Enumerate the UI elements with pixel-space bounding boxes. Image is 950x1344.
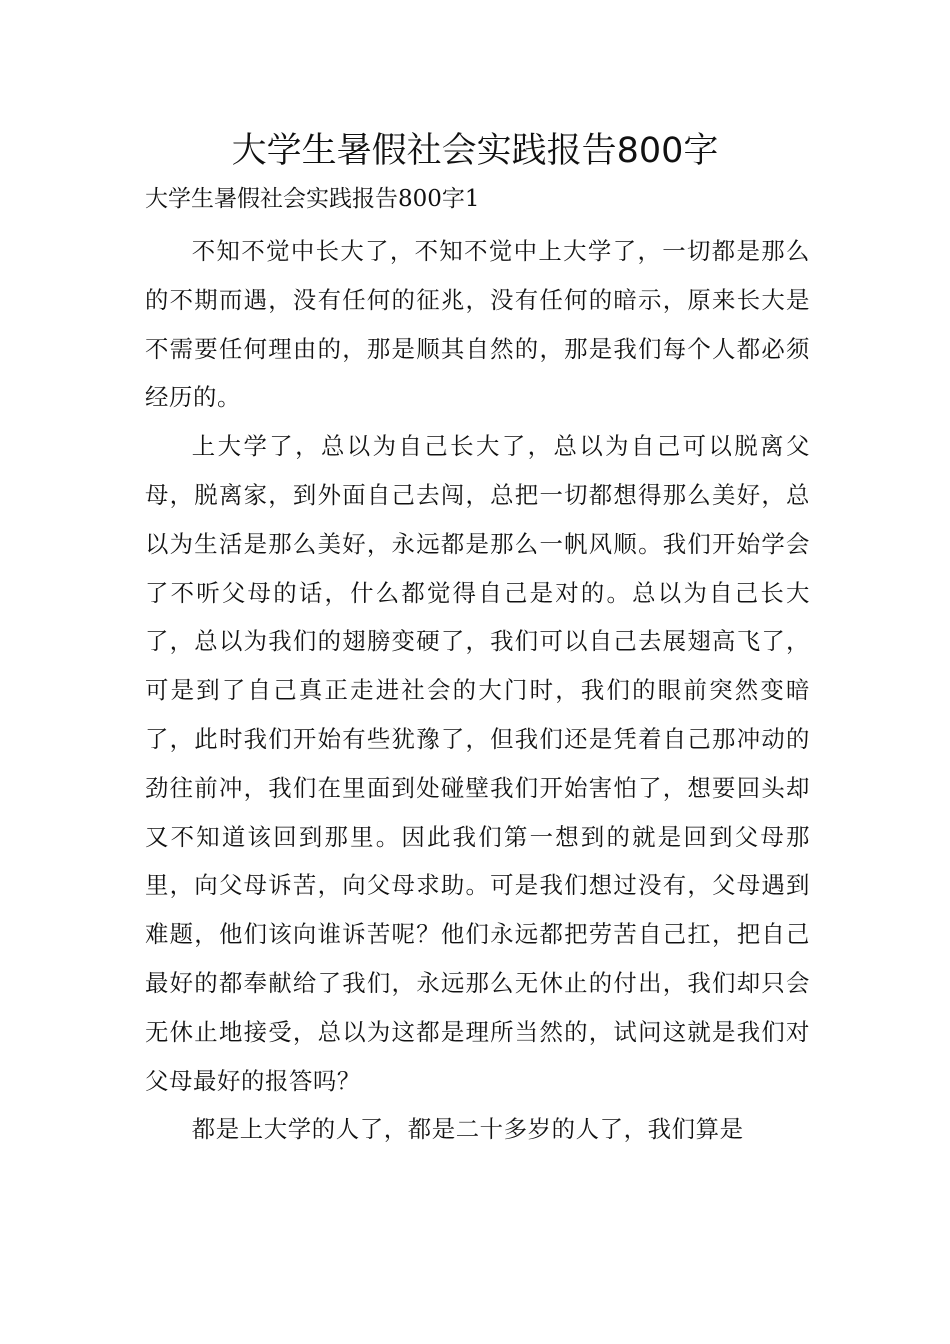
paragraph: 都是上大学的人了，都是二十多岁的人了，我们算是 <box>191 1115 744 1144</box>
document-subtitle: 大学生暑假社会实践报告800字1 <box>145 186 480 212</box>
document-title: 大学生暑假社会实践报告800字 <box>231 131 719 171</box>
paragraph: 不知不觉中长大了，不知不觉中上大学了，一切都是那么的不期而遇，没有任何的征兆，没有任何的暗示，原来长大是不需要任何理由的，那是顺其自然的，那是我们每个人都必须经历的。 <box>145 237 810 412</box>
paragraph: 上大学了，总以为自己长大了，总以为自己可以脱离父母，脱离家，到外面自己去闯，总把一切都想得那么美好，总以为生活是那么美好，永远都是那么一帆风顺。我们开始学会了不听父母的话，什么都觉得自己是对的。总以为自己长大了，总以为我们的翅膀变硬了，我们可以自己去展翅高飞了，可是到了自己真正走进社会的大门时，我们的眼前突然变暗了，此时我们开始有些犹豫了，但我们还是凭着自己那冲动的劲往前冲，我们在里面到处碰壁我们开始害怕了，想要回头却又不知道该回到那里。因此我们第一想到的就是回到父母那里，向父母诉苦，向父母求助。可是我们想过没有，父母遇到难题，他们该向谁诉苦呢？他们永远都把劳苦自己扛，把自己最好的都奉献给了我们，永远那么无休止的付出，我们却只会无休止地接受，总以为这都是理所当然的，试问这就是我们对父母最好的报答吗？ <box>145 432 810 1095</box>
document-body <box>145 227 810 1154</box>
